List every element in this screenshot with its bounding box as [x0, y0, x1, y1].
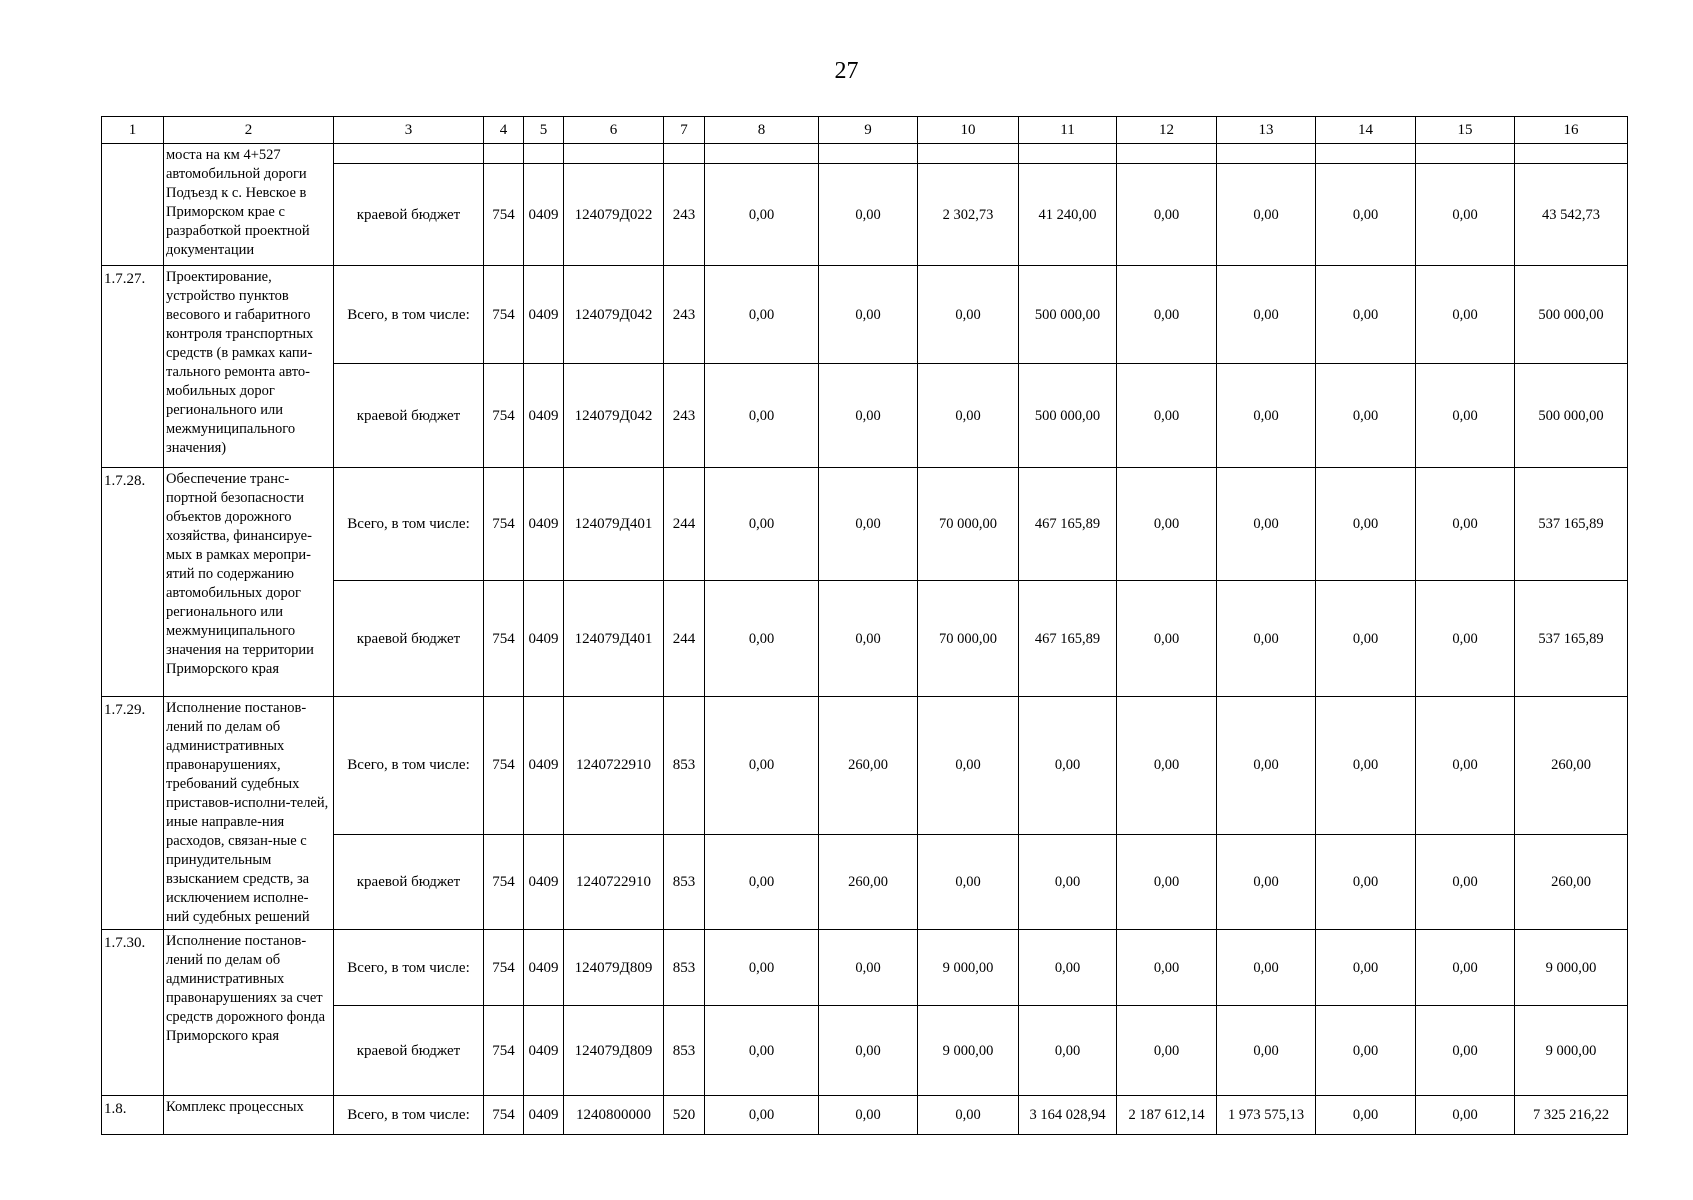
- table-cell: 520: [664, 1096, 705, 1135]
- table-cell: 0,00: [918, 697, 1019, 835]
- column-header: 6: [564, 117, 664, 144]
- table-cell: 124079Д809: [564, 930, 664, 1006]
- table-cell: [1515, 144, 1628, 164]
- table-cell: 43 542,73: [1515, 164, 1628, 266]
- table-cell: 9 000,00: [918, 930, 1019, 1006]
- header-row: [102, 117, 1628, 144]
- budget-table: [101, 116, 1628, 1135]
- table-cell: 1240722910: [564, 697, 664, 835]
- table-cell: 537 165,89: [1515, 468, 1628, 581]
- item-description: Исполнение постанов-лений по делам об административных правонарушениях за счет средств дорожного фонда Приморского края: [164, 930, 334, 1096]
- table-cell: 0,00: [1117, 468, 1217, 581]
- table-cell: 0409: [524, 834, 564, 929]
- table-cell: 0,00: [1217, 697, 1316, 835]
- table-cell: 243: [664, 164, 705, 266]
- table-cell: 0,00: [1416, 1006, 1515, 1096]
- table-cell: [1217, 144, 1316, 164]
- table-cell: 0,00: [1316, 581, 1416, 697]
- table-cell: [705, 144, 819, 164]
- table-cell: 0,00: [1217, 930, 1316, 1006]
- table-cell: 0,00: [705, 1096, 819, 1135]
- table-cell: 124079Д401: [564, 581, 664, 697]
- table-cell: 500 000,00: [1515, 364, 1628, 468]
- table-cell: 853: [664, 834, 705, 929]
- table-cell: 754: [484, 364, 524, 468]
- table-cell: краевой бюджет: [334, 364, 484, 468]
- table-cell: 0,00: [1217, 364, 1316, 468]
- table-cell: 0409: [524, 468, 564, 581]
- table-cell: 0409: [524, 164, 564, 266]
- table-cell: 0,00: [819, 364, 918, 468]
- item-number: 1.7.28.: [102, 468, 164, 697]
- table-cell: 0,00: [819, 930, 918, 1006]
- table-cell: 537 165,89: [1515, 581, 1628, 697]
- table-cell: 0,00: [1117, 581, 1217, 697]
- table-cell: 0,00: [1416, 697, 1515, 835]
- table-cell: 124079Д042: [564, 266, 664, 364]
- table-cell: [918, 144, 1019, 164]
- item-number: [102, 144, 164, 266]
- table-cell: 0,00: [1316, 468, 1416, 581]
- table-cell: 0,00: [705, 834, 819, 929]
- table-cell: [1316, 144, 1416, 164]
- table-cell: 0,00: [819, 1096, 918, 1135]
- table-cell: 243: [664, 266, 705, 364]
- table-cell: 0,00: [1316, 1096, 1416, 1135]
- table-cell: 0,00: [1117, 834, 1217, 929]
- table-cell: 9 000,00: [1515, 930, 1628, 1006]
- table-cell: 0,00: [1217, 581, 1316, 697]
- table-cell: Всего, в том числе:: [334, 930, 484, 1006]
- table-cell: [484, 144, 524, 164]
- table-cell: [524, 144, 564, 164]
- table-cell: 124079Д022: [564, 164, 664, 266]
- table-cell: 853: [664, 697, 705, 835]
- table-row: [102, 930, 1628, 1006]
- item-number: 1.7.29.: [102, 697, 164, 930]
- table-cell: 2 187 612,14: [1117, 1096, 1217, 1135]
- item-number: 1.8.: [102, 1096, 164, 1135]
- table-cell: 0409: [524, 581, 564, 697]
- column-header: 8: [705, 117, 819, 144]
- table-cell: 0,00: [705, 1006, 819, 1096]
- table-cell: 260,00: [1515, 697, 1628, 835]
- table-cell: 853: [664, 930, 705, 1006]
- table-cell: 0,00: [1117, 364, 1217, 468]
- table-cell: 260,00: [1515, 834, 1628, 929]
- column-header: 3: [334, 117, 484, 144]
- column-header: 9: [819, 117, 918, 144]
- table-cell: 0,00: [1416, 468, 1515, 581]
- table-cell: 0,00: [1316, 930, 1416, 1006]
- table-cell: 9 000,00: [1515, 1006, 1628, 1096]
- table-cell: 500 000,00: [1515, 266, 1628, 364]
- table-cell: 0,00: [918, 1096, 1019, 1135]
- table-cell: 0,00: [1019, 930, 1117, 1006]
- table-cell: 70 000,00: [918, 468, 1019, 581]
- column-header: 15: [1416, 117, 1515, 144]
- table-cell: 0409: [524, 697, 564, 835]
- table-cell: 0,00: [1316, 1006, 1416, 1096]
- item-description: Комплекс процессных: [164, 1096, 334, 1135]
- table-cell: 0,00: [1316, 266, 1416, 364]
- column-header: 11: [1019, 117, 1117, 144]
- table-cell: 0,00: [819, 1006, 918, 1096]
- table-cell: [1019, 144, 1117, 164]
- table-cell: 0,00: [1416, 581, 1515, 697]
- item-description: Проектирование, устройство пунктов весового и габаритного контроля транспортных средств (в рамках капи-тального ремонта авто-мобильных дорог регионального или межмуниципального значения): [164, 266, 334, 468]
- table-cell: [819, 144, 918, 164]
- table-row: [102, 266, 1628, 364]
- table-cell: 0,00: [918, 364, 1019, 468]
- table-cell: 0,00: [819, 581, 918, 697]
- table-cell: 70 000,00: [918, 581, 1019, 697]
- table-cell: [1117, 144, 1217, 164]
- table-cell: 0,00: [1117, 164, 1217, 266]
- table-cell: 3 164 028,94: [1019, 1096, 1117, 1135]
- table-cell: 0,00: [1019, 697, 1117, 835]
- table-cell: 0409: [524, 930, 564, 1006]
- table-cell: 9 000,00: [918, 1006, 1019, 1096]
- table-cell: 2 302,73: [918, 164, 1019, 266]
- table-cell: 41 240,00: [1019, 164, 1117, 266]
- column-header: 12: [1117, 117, 1217, 144]
- table-cell: 0,00: [1316, 164, 1416, 266]
- table-cell: 0,00: [1416, 834, 1515, 929]
- column-header: 13: [1217, 117, 1316, 144]
- table-cell: 754: [484, 164, 524, 266]
- column-header: 16: [1515, 117, 1628, 144]
- column-header: 7: [664, 117, 705, 144]
- item-description: Исполнение постанов-лений по делам об административных правонарушениях, требований судебных приставов-исполни-телей, иные направле-ния расходов, связан-ные с принудительным взысканием средств, за исключением исполне-ний судебных решений: [164, 697, 334, 930]
- table-cell: 244: [664, 468, 705, 581]
- table-cell: 0409: [524, 266, 564, 364]
- table-cell: 0,00: [1019, 1006, 1117, 1096]
- table-cell: 0409: [524, 1006, 564, 1096]
- item-description: Обеспечение транс-портной безопасности объектов дорожного хозяйства, финансируе-мых в рамках меропри-ятий по содержанию автомобильных дорог регионального или межмуниципального значения на территории Приморского края: [164, 468, 334, 697]
- item-number: 1.7.30.: [102, 930, 164, 1096]
- table-cell: Всего, в том числе:: [334, 468, 484, 581]
- table-cell: 0,00: [705, 266, 819, 364]
- table-cell: 0,00: [819, 164, 918, 266]
- table-cell: 124079Д809: [564, 1006, 664, 1096]
- table-cell: 0,00: [705, 697, 819, 835]
- table-cell: 0,00: [819, 468, 918, 581]
- table-row: [102, 697, 1628, 835]
- table-cell: Всего, в том числе:: [334, 697, 484, 835]
- table-cell: 0,00: [1217, 834, 1316, 929]
- table-cell: 754: [484, 930, 524, 1006]
- table-cell: краевой бюджет: [334, 164, 484, 266]
- table-cell: 0,00: [705, 581, 819, 697]
- table-cell: 500 000,00: [1019, 266, 1117, 364]
- table-cell: 260,00: [819, 834, 918, 929]
- table-row: [102, 1096, 1628, 1135]
- table-cell: 0,00: [705, 930, 819, 1006]
- table-cell: 243: [664, 364, 705, 468]
- table-cell: 0,00: [1117, 1006, 1217, 1096]
- table-cell: Всего, в том числе:: [334, 266, 484, 364]
- table-cell: 0,00: [1217, 1006, 1316, 1096]
- table-cell: 0,00: [819, 266, 918, 364]
- table-cell: 7 325 216,22: [1515, 1096, 1628, 1135]
- table-cell: 0,00: [1416, 266, 1515, 364]
- column-header: 5: [524, 117, 564, 144]
- table-cell: 0,00: [1117, 266, 1217, 364]
- table-cell: 0,00: [1316, 364, 1416, 468]
- table-cell: 754: [484, 468, 524, 581]
- table-cell: 260,00: [819, 697, 918, 835]
- table-row: [102, 144, 1628, 164]
- table-cell: 0,00: [705, 364, 819, 468]
- table-cell: 754: [484, 834, 524, 929]
- table-cell: 124079Д042: [564, 364, 664, 468]
- table-cell: 0,00: [1316, 834, 1416, 929]
- table-cell: 244: [664, 581, 705, 697]
- table-cell: 1 973 575,13: [1217, 1096, 1316, 1135]
- table-cell: Всего, в том числе:: [334, 1096, 484, 1135]
- item-number: 1.7.27.: [102, 266, 164, 468]
- table-cell: 853: [664, 1006, 705, 1096]
- column-header: 1: [102, 117, 164, 144]
- table-cell: 0,00: [1019, 834, 1117, 929]
- table-cell: краевой бюджет: [334, 834, 484, 929]
- column-header: 4: [484, 117, 524, 144]
- table-cell: 0,00: [705, 164, 819, 266]
- table-cell: 467 165,89: [1019, 581, 1117, 697]
- table-cell: краевой бюджет: [334, 1006, 484, 1096]
- table-cell: 754: [484, 581, 524, 697]
- table-row: [102, 468, 1628, 581]
- page-number: 27: [834, 58, 859, 84]
- table-cell: 0409: [524, 1096, 564, 1135]
- column-header: 14: [1316, 117, 1416, 144]
- table-cell: 0,00: [1217, 164, 1316, 266]
- table-cell: 0,00: [1416, 1096, 1515, 1135]
- table-cell: [334, 144, 484, 164]
- table-cell: [564, 144, 664, 164]
- table-cell: краевой бюджет: [334, 581, 484, 697]
- table-cell: 754: [484, 1006, 524, 1096]
- table-cell: 1240800000: [564, 1096, 664, 1135]
- table-cell: 754: [484, 697, 524, 835]
- column-header: 2: [164, 117, 334, 144]
- table-cell: 0,00: [1117, 697, 1217, 835]
- table-cell: 0,00: [705, 468, 819, 581]
- table-cell: 754: [484, 266, 524, 364]
- table-cell: 500 000,00: [1019, 364, 1117, 468]
- item-description: моста на км 4+527 автомобильной дороги Подъезд к с. Невское в Приморском крае с разработкой проектной документации: [164, 144, 334, 266]
- table-cell: 124079Д401: [564, 468, 664, 581]
- table-cell: 0409: [524, 364, 564, 468]
- table-cell: 467 165,89: [1019, 468, 1117, 581]
- table-cell: 0,00: [1316, 697, 1416, 835]
- table-cell: 0,00: [918, 834, 1019, 929]
- table-cell: 0,00: [1416, 930, 1515, 1006]
- table-cell: 0,00: [1217, 468, 1316, 581]
- table-cell: 754: [484, 1096, 524, 1135]
- table-cell: 0,00: [1117, 930, 1217, 1006]
- table-cell: 0,00: [1416, 364, 1515, 468]
- table-cell: 0,00: [1217, 266, 1316, 364]
- column-header: 10: [918, 117, 1019, 144]
- table-cell: 1240722910: [564, 834, 664, 929]
- table-cell: 0,00: [1416, 164, 1515, 266]
- table-cell: [664, 144, 705, 164]
- table-cell: [1416, 144, 1515, 164]
- table-cell: 0,00: [918, 266, 1019, 364]
